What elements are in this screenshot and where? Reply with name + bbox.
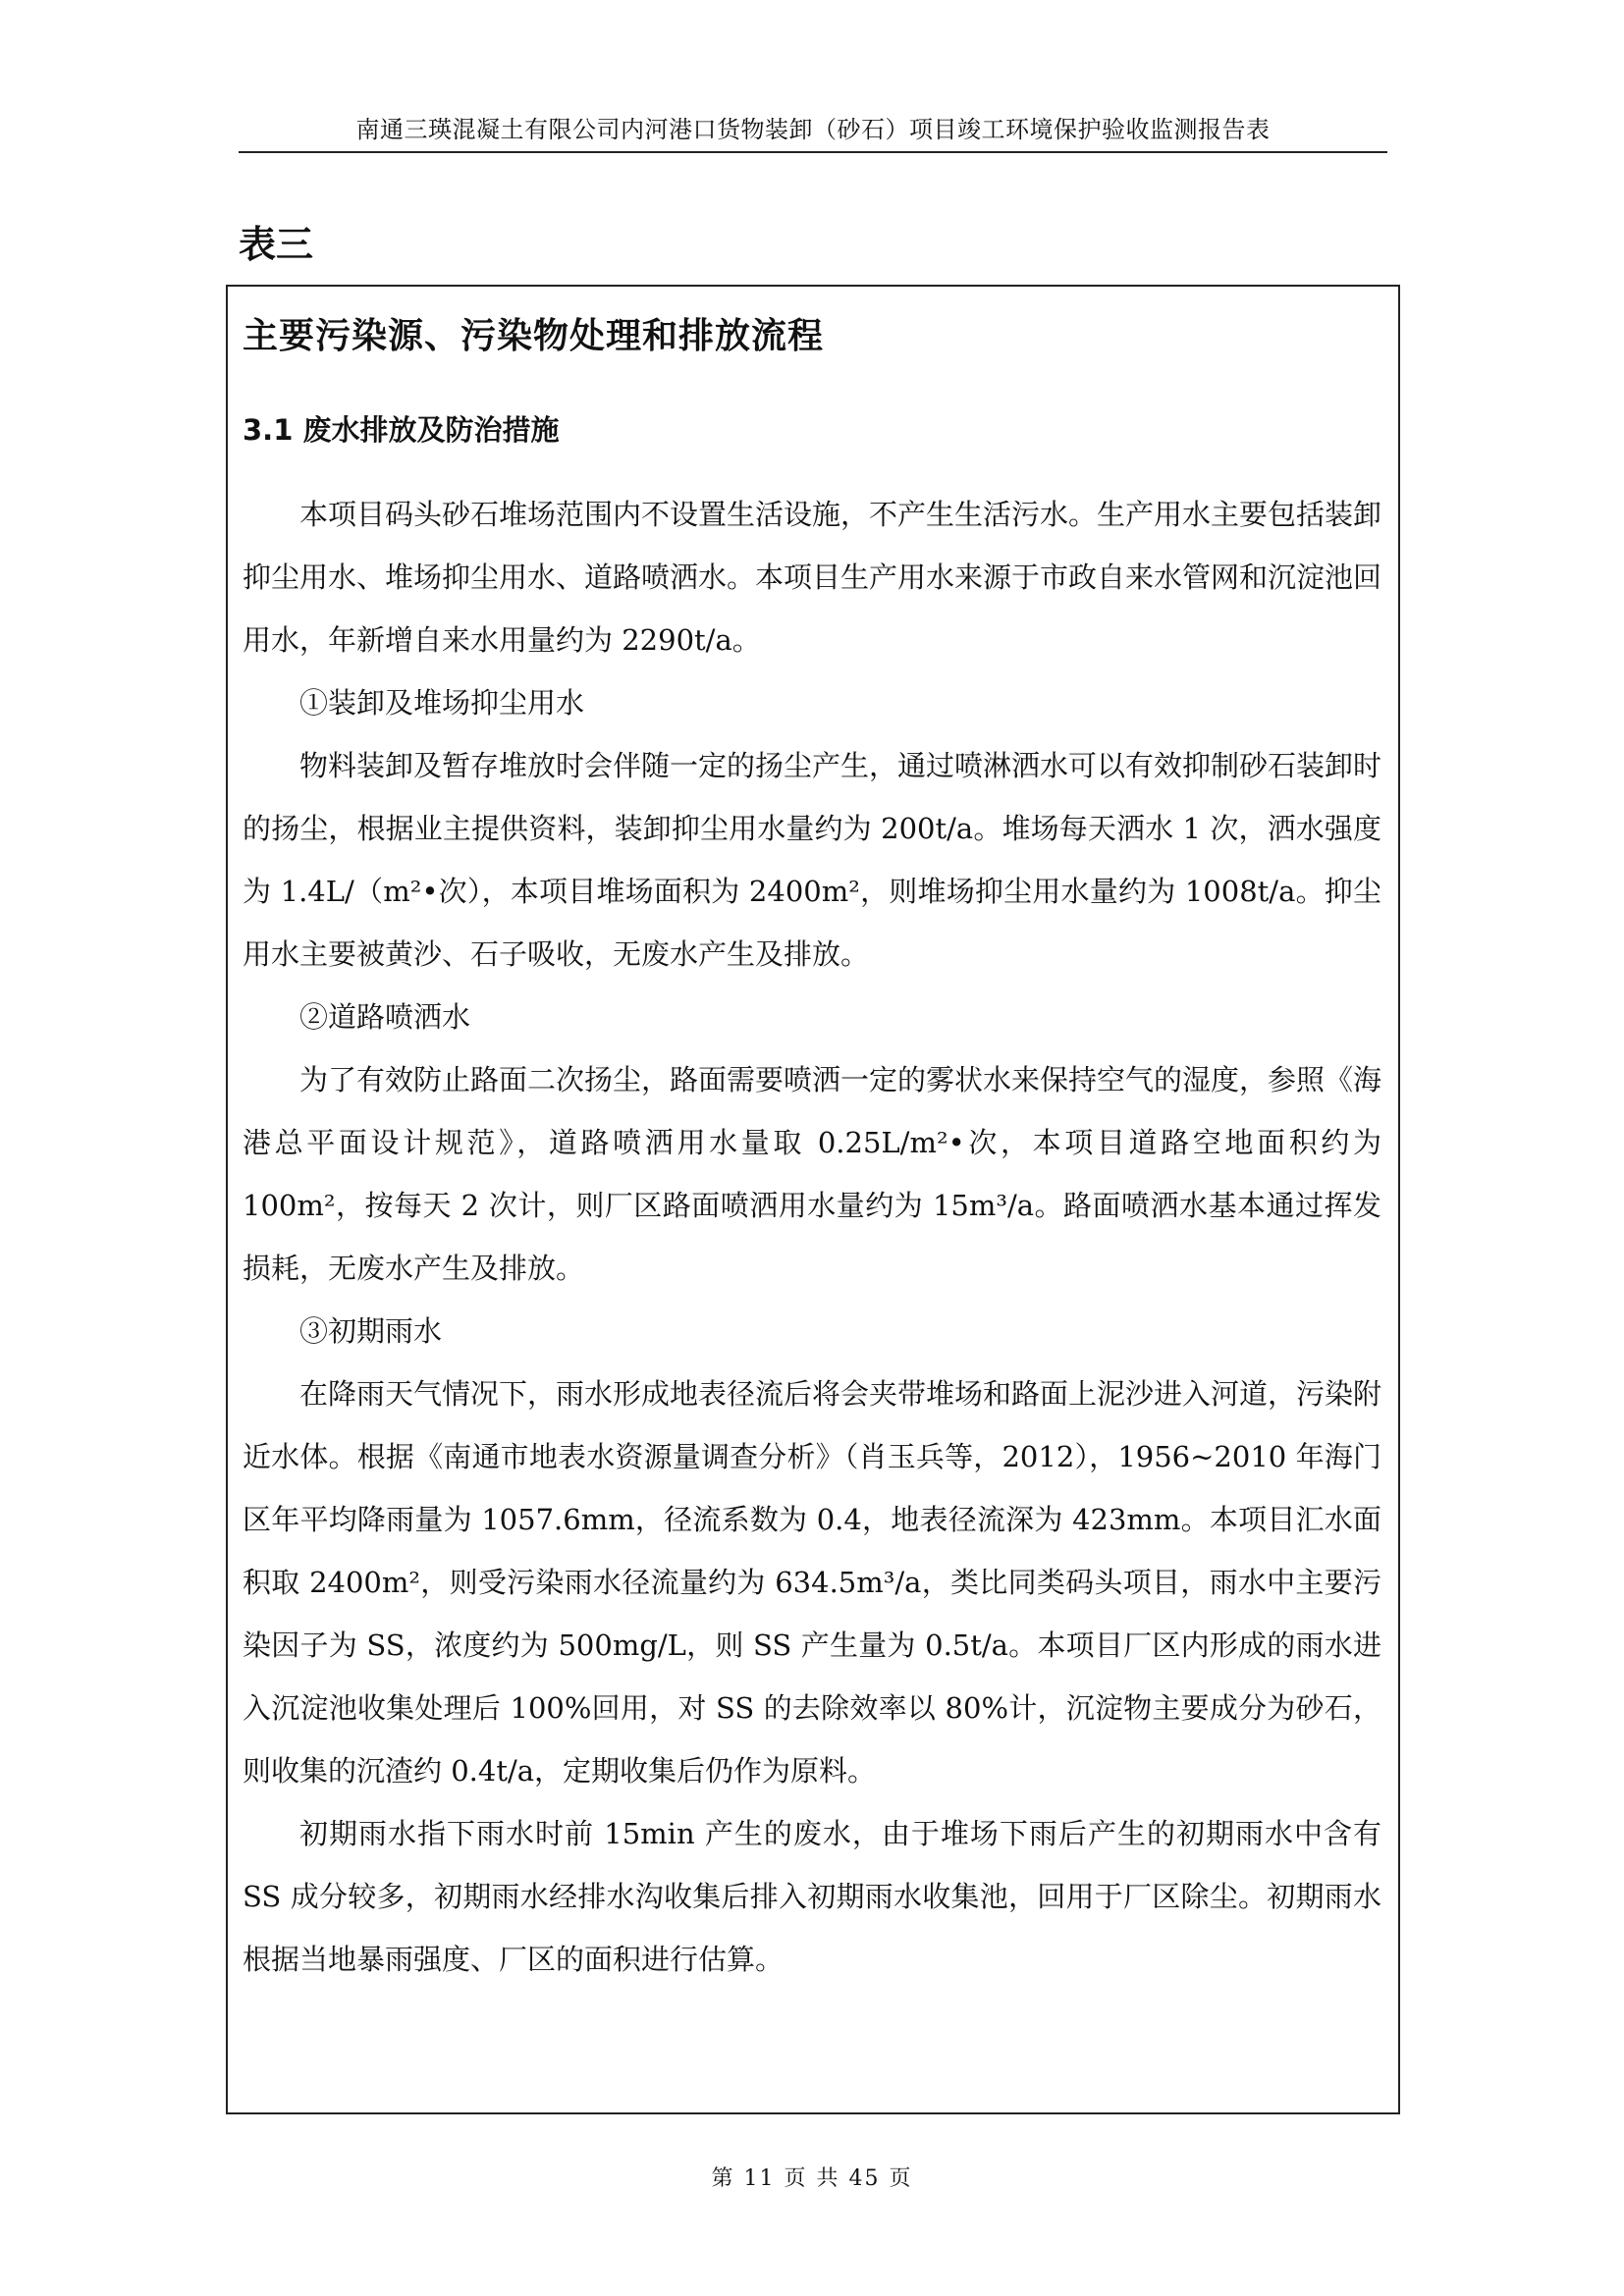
item-heading-road-spray: ②道路喷洒水 bbox=[299, 1000, 471, 1034]
page-number: 第 11 页 共 45 页 bbox=[711, 2166, 913, 2191]
body-text bbox=[243, 483, 1381, 1991]
paragraph-dust-suppression: 物料装卸及暂存堆放时会伴随一定的扬尘产生，通过喷淋洒水可以有效抑制砂石装卸时的扬尘，根据业主提供资料，装卸抑尘用水量约为 200t/a。堆场每天洒水 1 次，洒水强度为 1.4L/（m²•次），本项目堆场面积为 2400m²，则堆场抑尘用水量约为 1008t/a。抑尘用水主要被黄沙、石子吸收，无废水产生及排放。 bbox=[243, 749, 1382, 971]
subsection-title: 3.1 废水排放及防治措施 bbox=[243, 413, 560, 447]
paragraph-initial-rainwater-definition: 初期雨水指下雨水时前 15min 产生的废水，由于堆场下雨后产生的初期雨水中含有 SS 成分较多，初期雨水经排水沟收集后排入初期雨水收集池，回用于厂区除尘。初期雨水根据当地暴雨强度、厂区的面积进行估算。 bbox=[243, 1817, 1381, 1976]
section-title: 主要污染源、污染物处理和排放流程 bbox=[243, 316, 825, 356]
table-label: 表三 bbox=[239, 223, 314, 266]
item-heading-dust-suppression: ①装卸及堆场抑尘用水 bbox=[299, 686, 585, 720]
item-heading-initial-rainwater: ③初期雨水 bbox=[299, 1314, 443, 1348]
paragraph-intro: 本项目码头砂石堆场范围内不设置生活设施，不产生生活污水。生产用水主要包括装卸抑尘用水、堆场抑尘用水、道路喷洒水。本项目生产用水来源于市政自来水管网和沉淀池回用水，年新增自来水用量约为 2290t/a。 bbox=[243, 498, 1382, 657]
content-box bbox=[226, 285, 1400, 2114]
header-divider bbox=[239, 151, 1387, 153]
report-header: 南通三瑛混凝土有限公司内河港口货物装卸（砂石）项目竣工环境保护验收监测报告表 bbox=[355, 116, 1271, 143]
paragraph-road-spray: 为了有效防止路面二次扬尘，路面需要喷洒一定的雾状水来保持空气的湿度，参照《海港总平面设计规范》，道路喷洒用水量取 0.25L/m²•次，本项目道路空地面积约为 100m²，按每天 2 次计，则厂区路面喷洒用水量约为 15m³/a。路面喷洒水基本通过挥发损耗，无废水产生及排放。 bbox=[243, 1063, 1382, 1285]
paragraph-initial-rainwater: 在降雨天气情况下，雨水形成地表径流后将会夹带堆场和路面上泥沙进入河道，污染附近水体。根据《南通市地表水资源量调查分析》（肖玉兵等，2012），1956~2010 年海门区年平均降雨量为 1057.6mm，径流系数为 0.4，地表径流深为 423mm。本项目汇水面积取 2400m²，则受污染雨水径流量约为 634.5m³/a，类比同类码头项目，雨水中主要污染因子为 SS，浓度约为 500mg/L，则 SS 产生量为 0.5t/a。本项目厂区内形成的雨水进入沉淀池收集处理后 100%回用，对 SS 的去除效率以 80%计，沉淀物主要成分为砂石，则收集的沉渣约 0.4t/a，定期收集后仍作为原料。 bbox=[243, 1377, 1382, 1788]
